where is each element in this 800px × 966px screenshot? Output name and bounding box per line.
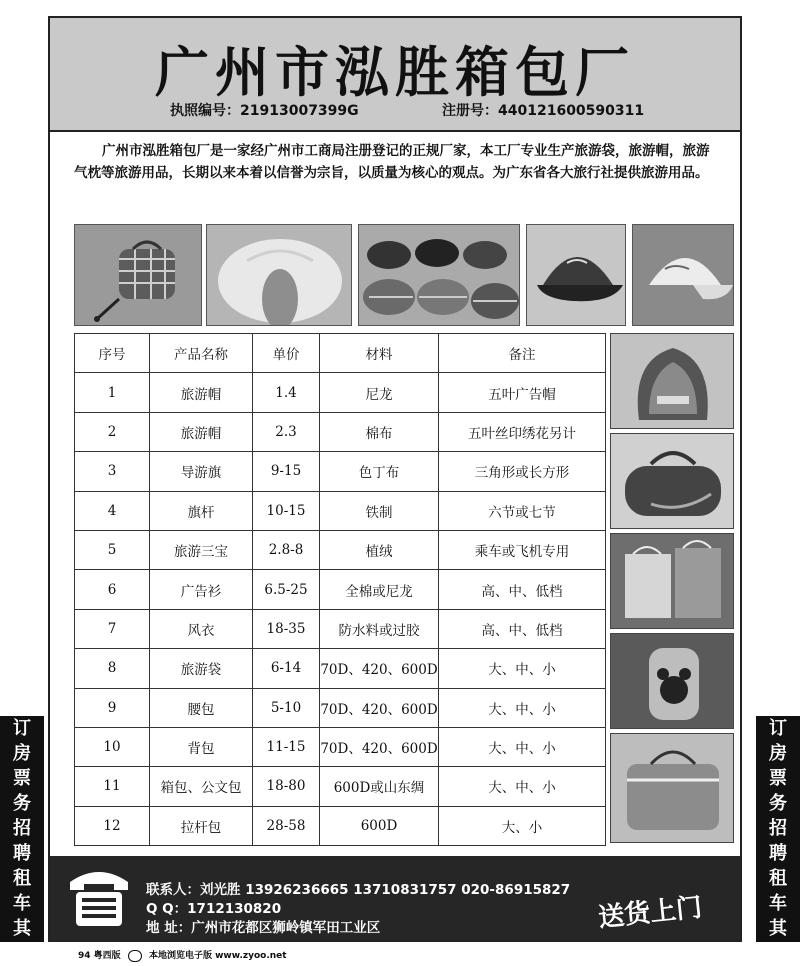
table-row — [75, 688, 606, 727]
row-remark: 大、中、小 — [439, 649, 606, 688]
row-material: 600D或山东绸 — [320, 767, 439, 806]
table-row — [75, 530, 606, 569]
row-material: 铁制 — [320, 491, 439, 530]
tab-char: 房 — [769, 743, 787, 764]
tab-char: 票 — [13, 768, 31, 789]
bucket-hats-photo — [358, 224, 520, 326]
row-product: 拉杆包 — [150, 806, 253, 845]
tab-char: 订 — [769, 718, 787, 739]
row-remark: 大、中、小 — [439, 688, 606, 727]
row-price: 5-10 — [253, 688, 320, 727]
row-index: 3 — [75, 452, 150, 491]
tab-char: 招 — [13, 818, 31, 839]
duffel-bag-photo — [610, 433, 734, 529]
row-index: 11 — [75, 767, 150, 806]
row-price: 18-35 — [253, 609, 320, 648]
row-product: 旅游三宝 — [150, 530, 253, 569]
tab-char: 车 — [13, 893, 31, 914]
contact-person-line: 联系人：刘光胜 13926236665 13710831757 020-86915827 — [146, 882, 571, 898]
row-index: 8 — [75, 649, 150, 688]
row-material: 全棉或尼龙 — [320, 570, 439, 609]
telephone-icon — [64, 864, 134, 936]
table-header-row — [75, 334, 606, 373]
row-material: 植绒 — [320, 530, 439, 569]
row-index: 7 — [75, 609, 150, 648]
tote-bags-photo — [610, 533, 734, 629]
tab-char: 订 — [13, 718, 31, 739]
header-unit-price: 单价 — [253, 334, 320, 373]
header-product-name: 产品名称 — [150, 334, 253, 373]
delivery-slogan: 送货上门 — [596, 892, 704, 934]
row-price: 11-15 — [253, 727, 320, 766]
row-price: 6.5-25 — [253, 570, 320, 609]
company-title: 广州市泓胜箱包厂 — [155, 40, 635, 104]
tab-char: 租 — [13, 868, 31, 889]
trolley-bag-photo — [74, 224, 202, 326]
row-product: 旗杆 — [150, 491, 253, 530]
backpack-photo — [610, 333, 734, 429]
row-remark: 五叶广告帽 — [439, 373, 606, 412]
row-index: 6 — [75, 570, 150, 609]
row-material: 600D — [320, 806, 439, 845]
header-remarks: 备注 — [439, 334, 606, 373]
left-tab-end — [0, 941, 44, 942]
tab-char: 他 — [769, 943, 787, 964]
row-price: 18-80 — [253, 767, 320, 806]
row-price: 1.4 — [253, 373, 320, 412]
table-row — [75, 491, 606, 530]
row-remark: 六节或七节 — [439, 491, 606, 530]
table-row — [75, 767, 606, 806]
table-row — [75, 727, 606, 766]
table-row — [75, 412, 606, 451]
row-product: 旅游袋 — [150, 649, 253, 688]
row-product: 风衣 — [150, 609, 253, 648]
row-product: 腰包 — [150, 688, 253, 727]
tab-char: 招 — [769, 818, 787, 839]
product-price-table — [74, 333, 606, 846]
row-index: 9 — [75, 688, 150, 727]
row-price: 9-15 — [253, 452, 320, 491]
qq-line: Q Q：1712130820 — [146, 901, 282, 917]
tab-char: 租 — [769, 868, 787, 889]
row-material: 色丁布 — [320, 452, 439, 491]
right-category-tab — [756, 716, 800, 964]
row-index: 12 — [75, 806, 150, 845]
page-footer — [78, 948, 287, 962]
row-remark: 大、中、小 — [439, 727, 606, 766]
intro-paragraph: 广州市泓胜箱包厂是一家经广州市工商局注册登记的正规厂家，本工厂专业生产旅游袋，旅游帽，旅游气枕等旅游用品，长期以来本着以信誉为宗旨，以质量为核心的观点。为广东省各大旅行社提供旅游用品。 — [74, 143, 710, 181]
edition-label: 粤西版 — [93, 951, 121, 961]
logo-icon — [128, 950, 142, 962]
row-remark: 大、小 — [439, 806, 606, 845]
row-product: 导游旗 — [150, 452, 253, 491]
table-row — [75, 649, 606, 688]
header-band — [50, 18, 740, 132]
tab-char: 车 — [769, 893, 787, 914]
row-remark: 高、中、低档 — [439, 570, 606, 609]
tab-char: 他 — [13, 943, 31, 964]
dark-cap-photo — [526, 224, 626, 326]
page-number: 94 — [78, 951, 91, 961]
table-row — [75, 570, 606, 609]
light-cap-photo — [632, 224, 734, 326]
row-index: 1 — [75, 373, 150, 412]
tab-char: 聘 — [13, 843, 31, 864]
tab-char: 其 — [13, 918, 31, 939]
header-material: 材料 — [320, 334, 439, 373]
table-row — [75, 806, 606, 845]
neck-pillow-photo — [206, 224, 352, 326]
row-price: 28-58 — [253, 806, 320, 845]
registration-number: 注册号：440121600590311 — [442, 103, 645, 119]
left-category-tab — [0, 716, 44, 964]
row-remark: 高、中、低档 — [439, 609, 606, 648]
row-material: 70D、420、600D — [320, 688, 439, 727]
row-price: 10-15 — [253, 491, 320, 530]
tab-char: 房 — [13, 743, 31, 764]
tab-char: 务 — [13, 793, 31, 814]
row-index: 5 — [75, 530, 150, 569]
row-material: 70D、420、600D — [320, 649, 439, 688]
row-index: 2 — [75, 412, 150, 451]
row-remark: 大、中、小 — [439, 767, 606, 806]
website-text: 本地浏览电子版 www.zyoo.net — [148, 951, 287, 961]
row-price: 2.8-8 — [253, 530, 320, 569]
row-product: 旅游帽 — [150, 373, 253, 412]
row-material: 70D、420、600D — [320, 727, 439, 766]
row-product: 箱包、公文包 — [150, 767, 253, 806]
row-material: 棉布 — [320, 412, 439, 451]
table-row — [75, 609, 606, 648]
tab-char: 务 — [769, 793, 787, 814]
table-row — [75, 373, 606, 412]
tab-char: 票 — [769, 768, 787, 789]
license-number: 执照编号：21913007399G — [170, 103, 359, 119]
row-product: 旅游帽 — [150, 412, 253, 451]
advertisement-frame — [48, 16, 742, 942]
tab-char: 其 — [769, 918, 787, 939]
row-remark: 五叶丝印绣花另计 — [439, 412, 606, 451]
row-index: 10 — [75, 727, 150, 766]
row-price: 6-14 — [253, 649, 320, 688]
cooler-bag-photo — [610, 733, 734, 843]
tab-char: 聘 — [769, 843, 787, 864]
kids-backpack-photo — [610, 633, 734, 729]
header-index: 序号 — [75, 334, 150, 373]
row-product: 广告衫 — [150, 570, 253, 609]
row-price: 2.3 — [253, 412, 320, 451]
row-material: 防水料或过胶 — [320, 609, 439, 648]
row-remark: 乘车或飞机专用 — [439, 530, 606, 569]
row-material: 尼龙 — [320, 373, 439, 412]
row-product: 背包 — [150, 727, 253, 766]
row-index: 4 — [75, 491, 150, 530]
row-remark: 三角形或长方形 — [439, 452, 606, 491]
contact-footer — [50, 856, 740, 940]
table-row — [75, 452, 606, 491]
address-line: 地 址：广州市花都区狮岭镇军田工业区 — [146, 920, 381, 936]
